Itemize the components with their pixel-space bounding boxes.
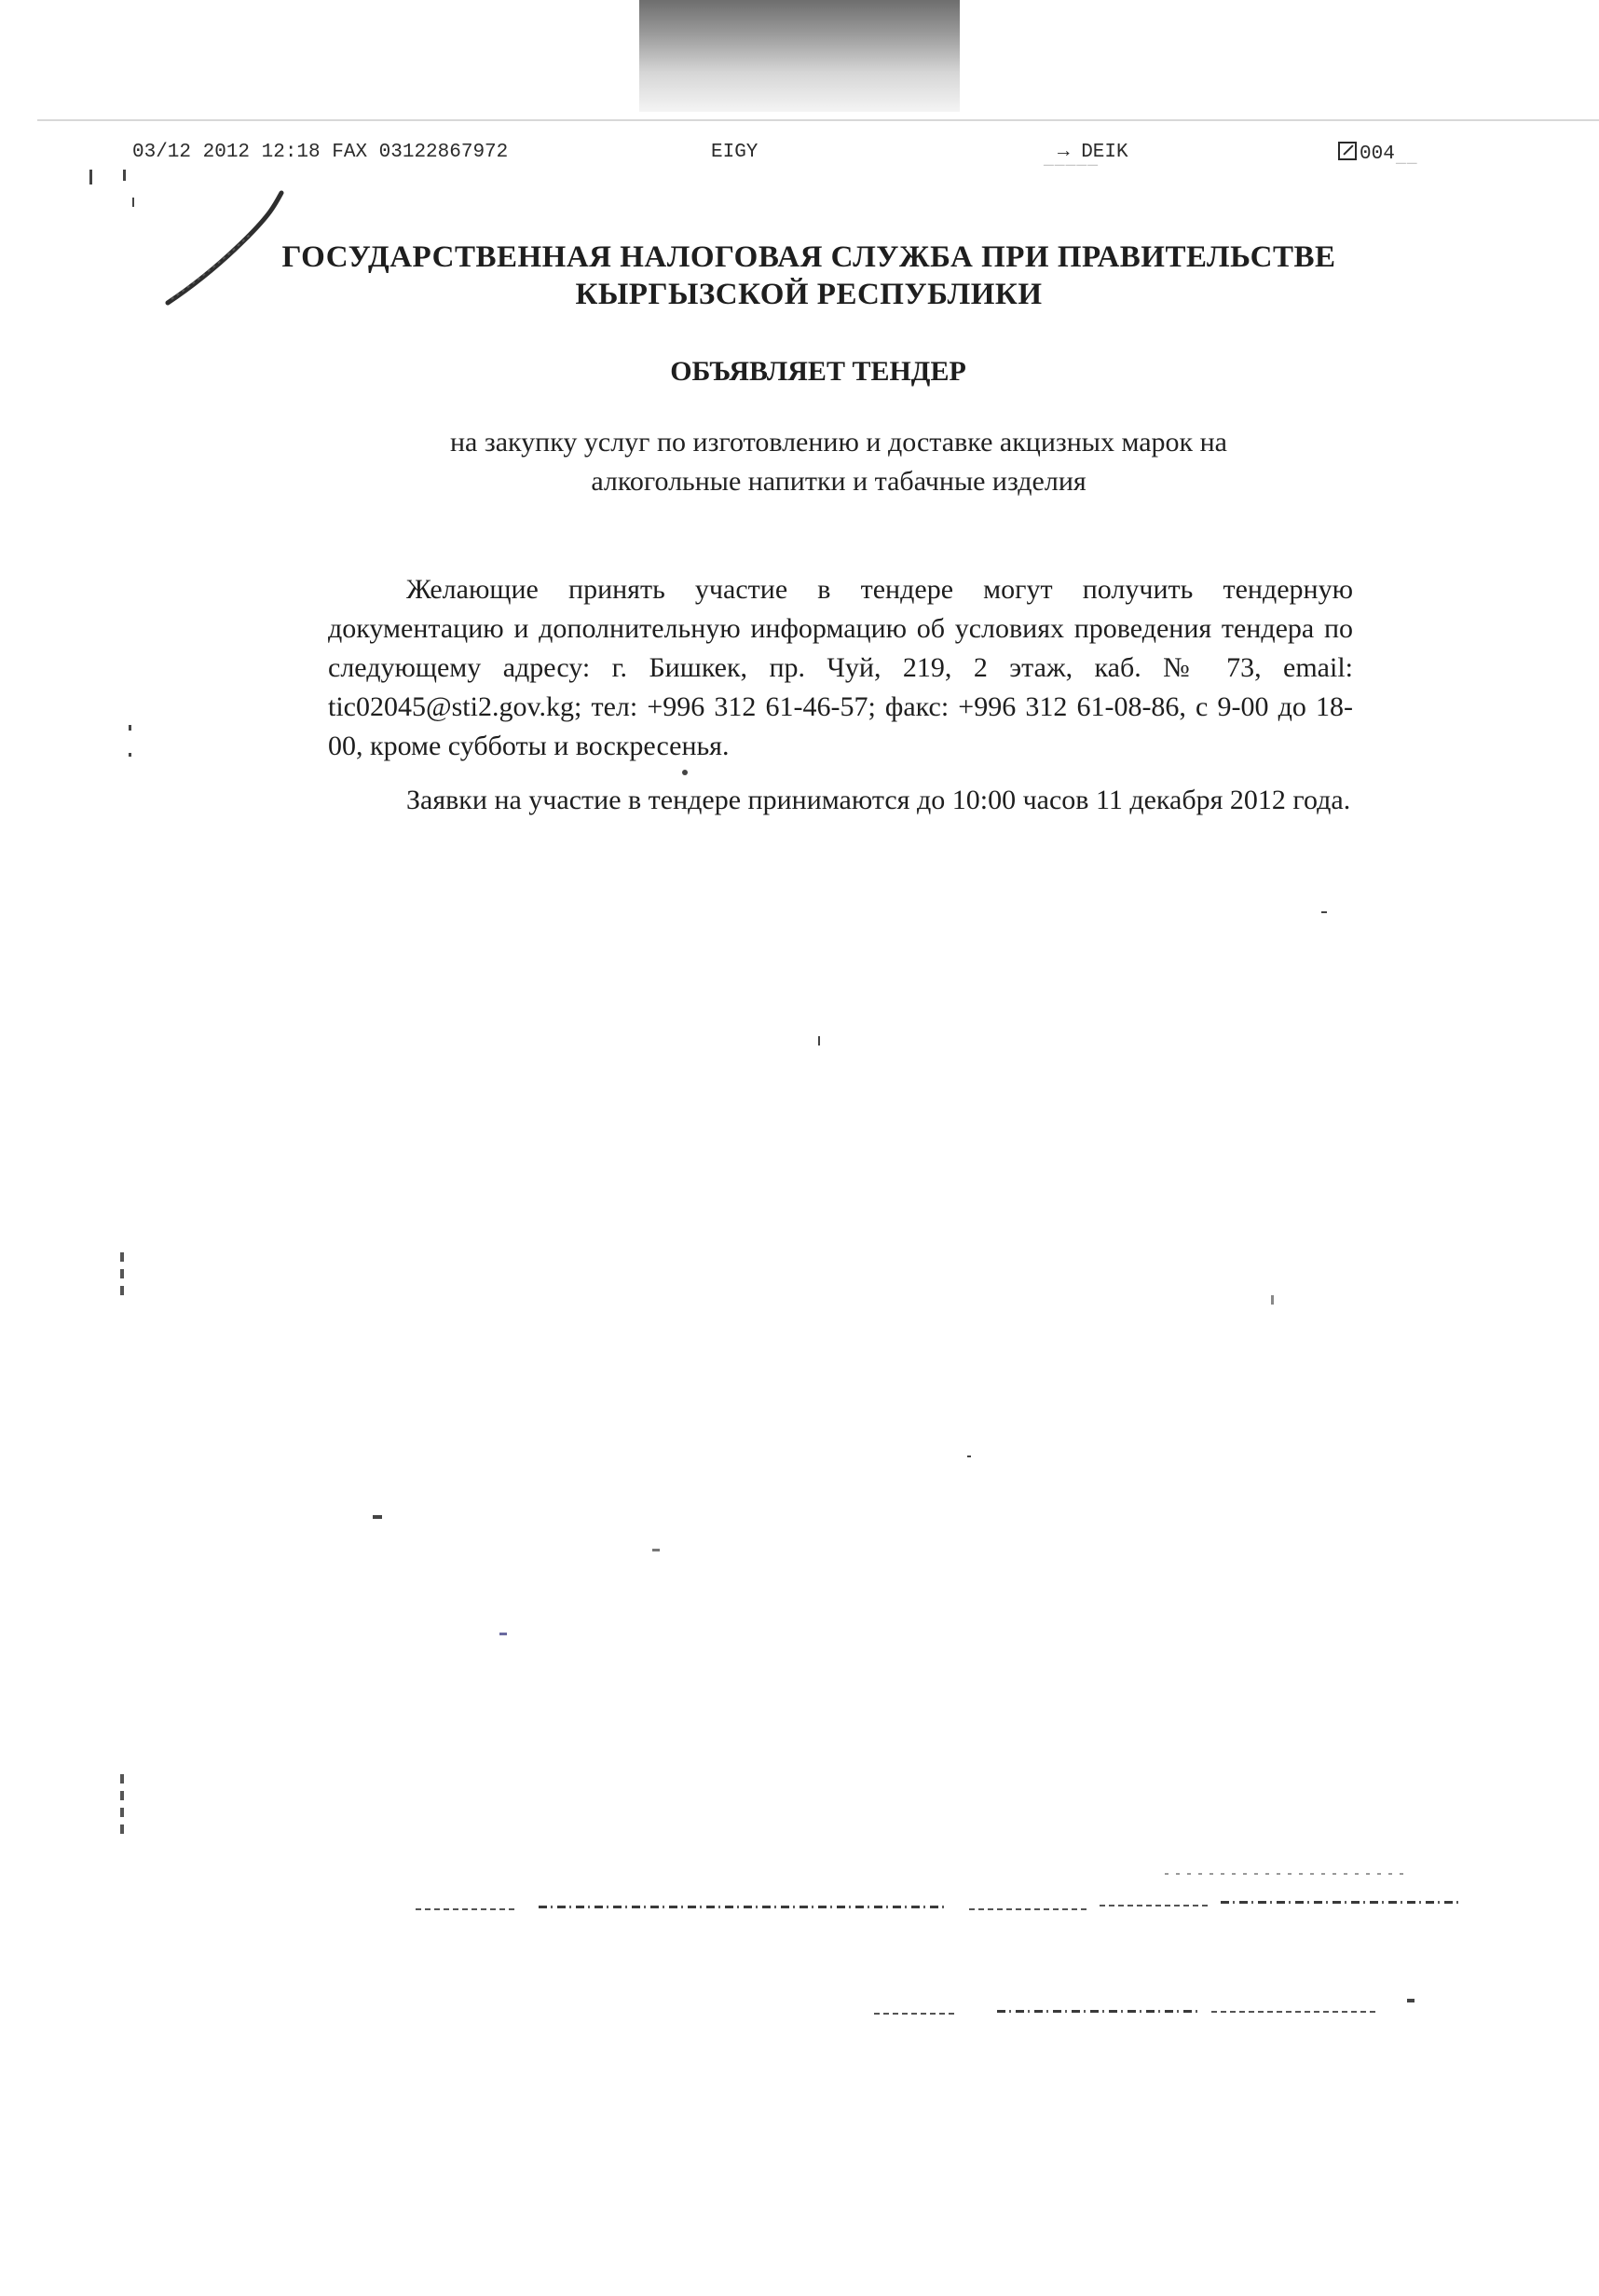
scan-line	[1221, 1901, 1463, 1904]
scan-artifact	[1271, 1295, 1274, 1305]
scan-line	[997, 2010, 1202, 2013]
fax-header	[0, 142, 1599, 170]
fax-destination: → DEIK	[1058, 142, 1128, 163]
scan-artifact	[123, 170, 126, 181]
fax-page-value: 004	[1360, 144, 1395, 165]
tender-subject-line-1: на закупку услуг по изготовлению и доставке акцизных марок на	[450, 427, 1227, 458]
checkbox-icon	[1338, 142, 1357, 160]
scan-line	[969, 1908, 1090, 1910]
fax-page-number	[1338, 142, 1395, 165]
fax-sender: EIGY	[711, 142, 758, 163]
scan-artifact	[89, 170, 92, 184]
scan-line	[1100, 1905, 1211, 1906]
scan-artifact	[373, 1515, 382, 1519]
paragraph-contact-info: Желающие принять участие в тендере могут получить тендерную документацию и дополнительную информацию об условиях проведения тендера по следующему адресу: г. Бишкек, пр. Чуй, 219, 2 этаж, каб. № 73, email: tic02045@sti2.gov.kg; тел: +996 312 61-46-57; факс: +996 312 61-08-86, с 9-00 до 18-00, кроме субботы и воскресенья.	[328, 574, 1353, 761]
scan-artifact	[818, 1036, 820, 1046]
scan-artifact	[129, 753, 131, 757]
announcement-heading: ОБЪЯВЛЯЕТ ТЕНДЕР	[670, 356, 966, 387]
scanner-shadow-strip	[639, 0, 960, 112]
scan-artifact	[967, 1456, 971, 1457]
scan-artifact	[1407, 1999, 1414, 2002]
scan-artifact	[1321, 911, 1327, 913]
tender-subject-line-2: алкогольные напитки и табачные изделия	[591, 466, 1086, 497]
document-title-line-1: ГОСУДАРСТВЕННАЯ НАЛОГОВАЯ СЛУЖБА ПРИ ПРАВИТЕЛЬСТВЕ	[281, 240, 1336, 274]
fax-datetime: 03/12 2012 12:18 FAX 03122867972	[132, 142, 509, 163]
margin-artifact	[120, 1252, 126, 1303]
scan-artifact	[132, 198, 134, 207]
scan-line	[874, 2013, 958, 2015]
scan-artifact	[682, 770, 688, 775]
fax-page-edge	[37, 119, 1599, 121]
scan-artifact: —————	[1044, 157, 1100, 175]
scan-line	[1165, 1873, 1407, 1875]
scan-artifact: ——	[1396, 155, 1418, 173]
scan-line	[539, 1906, 949, 1908]
paragraph-deadline: Заявки на участие в тендере принимаются до 10:00 часов 11 декабря 2012 года.	[406, 785, 1351, 815]
scan-artifact	[129, 725, 131, 731]
scan-line	[1211, 2011, 1379, 2013]
document-title-line-2: КЫРГЫЗСКОЙ РЕСПУБЛИКИ	[575, 278, 1043, 311]
scan-line	[416, 1908, 518, 1910]
scan-artifact	[499, 1633, 507, 1635]
margin-artifact	[120, 1774, 126, 1841]
scan-artifact	[652, 1549, 660, 1551]
